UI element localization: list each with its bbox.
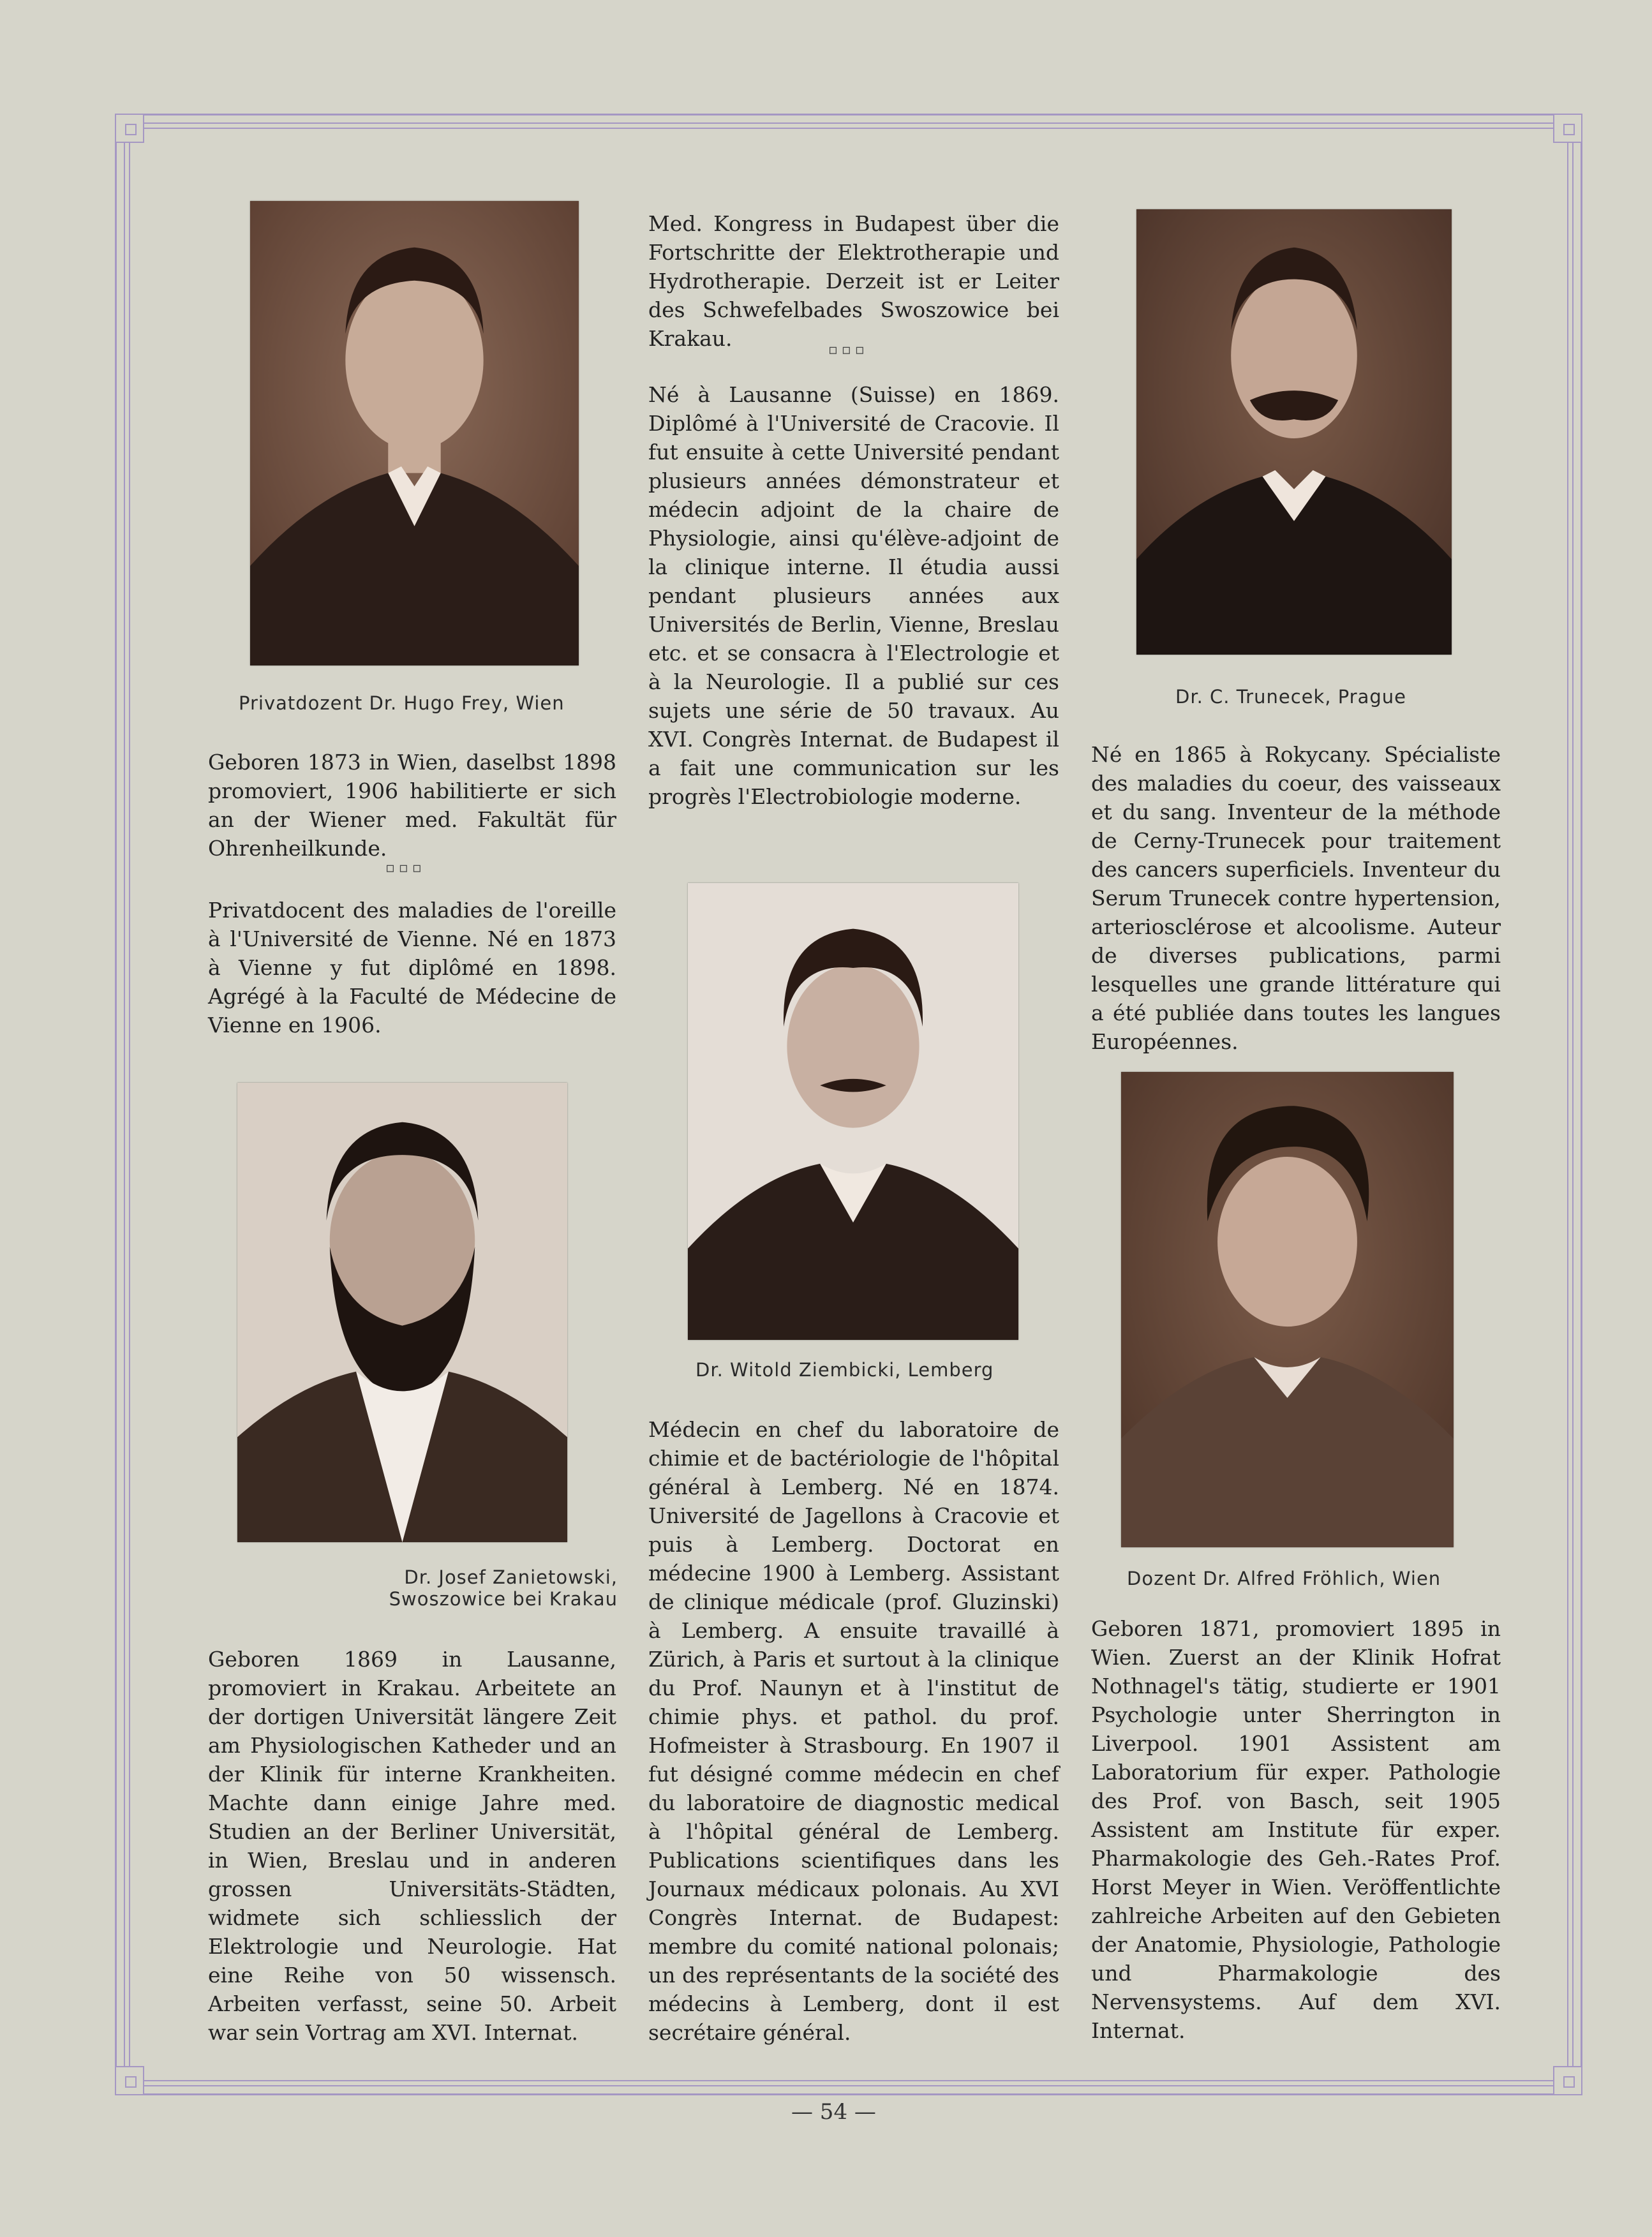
bio-frey-german: Geboren 1873 in Wien, daselbst 1898 promoviert, 1906 habilitierte er sich an der Wiener med. Fakultät für Ohrenheilkunde.: [208, 750, 616, 861]
page-number: — 54 —: [791, 2099, 876, 2125]
separator-ornament: ▫▫▫: [385, 860, 426, 876]
caption-frey: Privatdozent Dr. Hugo Frey, Wien: [239, 692, 565, 714]
portrait-photo-frey: [250, 201, 579, 665]
portrait-photo-zanietowski: [237, 1083, 567, 1542]
caption-ziembicki: Dr. Witold Ziembicki, Lemberg: [696, 1359, 994, 1381]
bio-zanietowski-french: Né à Lausanne (Suisse) en 1869. Diplômé à l'Université de Cracovie. Il fut ensuite à cette Université pendant plusieurs années démonstrateur et médecin adjoint de la chaire de Physiologie, ainsi qu'élève-adjoint de la clinique interne. Il étudia aussi pendant plusieurs années aux Universités de Berlin, Vienne, Breslau etc. et se consacra à l'Electrologie et à la Neurologie. Il a publié sur ces sujets une série de 50 travaux. Au XVI. Congrès Internat. de Budapest il a fait une communication sur les progrès l'Electrobiologie moderne.: [648, 382, 1059, 809]
caption-froehlich: Dozent Dr. Alfred Fröhlich, Wien: [1127, 1568, 1441, 1589]
border-line-left: [124, 114, 125, 2095]
portrait-photo-ziembicki: [688, 883, 1018, 1340]
border-line-bottom: [115, 2085, 1582, 2086]
bio-zanietowski-german-continued: Med. Kongress in Budapest über die Fortschritte der Elektrotherapie und Hydrotherapie. Derzeit ist er Leiter des Schwefelbades Swoszowice bei Krakau.: [648, 211, 1059, 351]
bio-zanietowski-german: Geboren 1869 in Lausanne, promoviert in Krakau. Arbeitete an der dortigen Universität längere Zeit am Physiologischen Katheder und an der Klinik für interne Krankheiten. Machte dann einige Jahre med. Studien an der Berliner Universität, in Wien, Breslau und in anderen grossen Universitäts-Städten, widmete sich schliesslich der Elektrologie und Neurologie. Hat eine Reihe von 50 wissensch. Arbeiten verfasst, seine 50. Arbeit war sein Vortrag am XVI. Internat.: [208, 1647, 616, 2045]
caption-zanietowski: Dr. Josef Zanietowski, Swoszowice bei Krakau: [389, 1566, 618, 1610]
border-line-right: [1572, 114, 1574, 2095]
bio-ziembicki-french: Médecin en chef du laboratoire de chimie et de bactériologie de l'hôpital général à Lemberg. Né en 1874. Université de Jagellons à Cracovie et puis à Lemberg. Doctorat en médecine 1900 à Lemberg. Assistant de clinique médicale (prof. Gluzinski) à Lemberg. A ensuite travaillé à Zürich, à Paris et surtout à la clinique du Prof. Naunyn et à l'institut de chimie phys. et pathol. du prof. Hofmeister à Strasbourg. En 1907 il fut désigné comme médecin en chef du laboratoire de diagnostic medical à l'hôpital général de Lemberg. Publications scientifiques dans les Journaux médicaux polonais. Au XVI Congrès Internat. de Budapest: membre du comité national polonais; un des représentants de la société des médecins à Lemberg, dont il est secrétaire général.: [648, 1417, 1059, 2045]
corner-ornament-tl: [115, 114, 144, 143]
portrait-photo-froehlich: [1121, 1072, 1454, 1547]
bio-frey-french: Privatdocent des maladies de l'oreille à l'Université de Vienne. Né en 1873 à Vienne y fut diplômé en 1898. Agrégé à la Faculté de Médecine de Vienne en 1906.: [208, 898, 616, 1037]
bio-trunecek-french: Né en 1865 à Rokycany. Spécialiste des maladies du coeur, des vaisseaux et du sang. Inventeur de la méthode de Cerny-Trunecek pour traitement des cancers superficiels. Inventeur du Serum Trunecek contre hypertension, arteriosclérose et alcoolisme. Auteur de diverses publications, parmi lesquelles une grande littérature qui a été publiée dans toutes les langues Européennes.: [1091, 742, 1501, 1054]
corner-ornament-bl: [115, 2066, 144, 2095]
corner-ornament-br: [1553, 2066, 1582, 2095]
caption-trunecek: Dr. C. Trunecek, Prague: [1175, 686, 1407, 708]
corner-ornament-tr: [1553, 114, 1582, 143]
separator-ornament: ▫▫▫: [828, 342, 868, 358]
border-line-top: [115, 123, 1582, 124]
bio-froehlich-german: Geboren 1871, promoviert 1895 in Wien. Zuerst an der Klinik Hofrat Nothnagel's tätig, studierte er 1901 Psychologie unter Sherrington in Liverpool. 1901 Assistent am Laboratorium für exper. Pathologie des Prof. von Basch, seit 1905 Assistent am Institute für exper. Pharmakologie des Geh.-Rates Prof. Horst Meyer in Wien. Veröffentlichte zahlreiche Arbeiten auf den Gebieten der Anatomie, Physiologie, Pathologie und Pharmakologie des Nervensystems. Auf dem XVI. Internat.: [1091, 1616, 1501, 2043]
portrait-photo-trunecek: [1136, 209, 1452, 655]
